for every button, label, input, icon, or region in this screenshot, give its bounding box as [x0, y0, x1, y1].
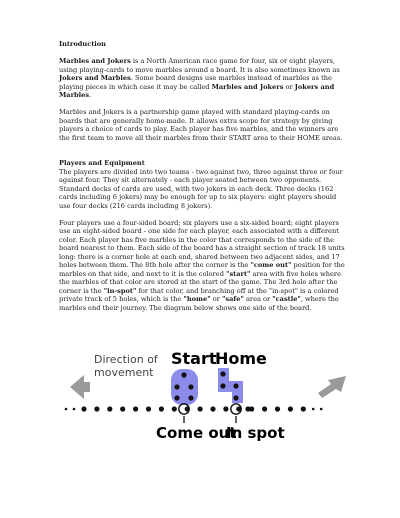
direction-label-line2: movement: [94, 366, 154, 379]
section-heading-players-equipment: Players and Equipment: [59, 159, 145, 167]
start-hole: [188, 395, 193, 400]
home-label: Home: [215, 349, 267, 368]
track-hole: [210, 406, 215, 411]
direction-label-line1: Direction of: [94, 353, 158, 366]
come-out-label: Come out: [156, 424, 237, 442]
board-diagram-svg: [60, 345, 360, 443]
track-hole: [94, 406, 99, 411]
direction-arrow-right: [318, 376, 346, 398]
track-hole: [172, 406, 177, 411]
section-heading-introduction: Introduction: [59, 40, 106, 48]
track-hole: [107, 406, 112, 411]
track-hole: [120, 406, 125, 411]
track-hole: [288, 406, 293, 411]
home-hole: [233, 395, 238, 400]
home-hole: [233, 383, 238, 388]
paragraph-equipment-2: Four players use a four-sided board; six players use a six-sided board; eight players use an eight-sided board - one side for each player, each associated with a different color. Each player has five marbles in the color that corresponds to the side of the board nearest to them. Each side of the board has a straight section of track 18 units long: there is a corner hole at each end, shared between two adjacent sides, and 17 holes between them. The 8th hole after the corner is the "come out" position for the marbles on that side, and next to it is the colored "start" area with five holes where the marbles of that color are stored at the start of the game. The 3rd hole after the corner is the "in-spot" for that color, and branching off at the "in-spot" is a colored private track of 5 holes, which is the "home" or "safe" area or "castle", where the marbles end their journey. The diagram below shows one side of the board.: [59, 218, 345, 312]
bold-term: Jokers and Marbles: [59, 82, 335, 99]
paragraph-intro-2: Marbles and Jokers is a partnership game played with standard playing-cards on boards that are generally home-made. It allows extra scope for strategy by giving players a choice of cards to play. Each player has five marbles, and the winners are the first team to move all their marbles from their START area to their HOME areas.: [59, 108, 343, 142]
paragraph-intro-1: Marbles and Jokers is a North American race game for four, six or eight players, using playing-cards to move marbles around a board. It is also sometimes known as Jokers and Marbles. Some board designs use marbles instead of marbles as the playing pieces in which case it may be called Marbles and Jokers or Jokers and Marbles.: [59, 57, 340, 99]
direction-arrow-left: [70, 375, 90, 399]
board-side-diagram: [60, 345, 360, 443]
track-hole: [301, 406, 306, 411]
track-hole: [133, 406, 138, 411]
bold-term: "start": [226, 269, 251, 278]
bold-term: "castle": [272, 295, 301, 303]
bold-term: "safe": [222, 295, 244, 303]
bold-term: "in-spot": [103, 286, 137, 295]
track-hole: [249, 406, 254, 411]
track-hole: [275, 406, 280, 411]
home-hole: [220, 383, 225, 388]
bold-term: "come out": [250, 261, 292, 269]
track-lead-dot: [312, 408, 315, 411]
track-hole: [81, 406, 86, 411]
document-body: [59, 40, 347, 321]
start-hole: [174, 395, 179, 400]
track-holes: [65, 406, 323, 411]
track-hole: [198, 406, 203, 411]
track-lead-dot: [65, 408, 68, 411]
home-hole: [220, 371, 225, 376]
in-spot-label: In spot: [226, 424, 285, 442]
start-hole: [181, 372, 186, 377]
track-lead-dot: [73, 408, 76, 411]
start-hole: [174, 384, 179, 389]
bold-term: Jokers and Marbles: [59, 74, 131, 82]
paragraph-equipment-1: The players are divided into two teams - two against two, three against three or four against four. They sit alternately - each player seated between two opponents. Standard decks of cards are used, with two jokers in each deck. Three decks (162 cards including 6 jokers) may be enough for up to six players: eight players should use four decks (216 cards including 8 jokers).: [59, 167, 343, 210]
bold-term: "home": [183, 295, 211, 303]
start-hole: [188, 384, 193, 389]
track-hole: [262, 406, 267, 411]
bold-term: Marbles and Jokers: [59, 57, 131, 65]
start-label: Start: [171, 349, 217, 368]
track-hole: [159, 406, 164, 411]
track-hole: [223, 406, 228, 411]
bold-term: Marbles and Jokers: [211, 82, 284, 91]
track-lead-dot: [320, 408, 323, 411]
track-hole: [146, 406, 151, 411]
